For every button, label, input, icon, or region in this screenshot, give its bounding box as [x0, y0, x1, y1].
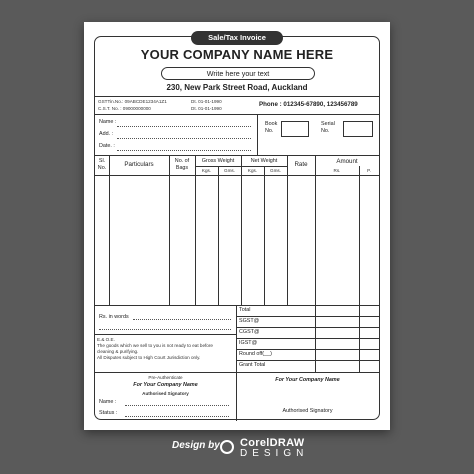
rs-in-words-field-2[interactable] — [99, 329, 231, 330]
cst-number: C.S.T. No. : 09000000000 — [98, 106, 151, 111]
invoice-frame — [94, 33, 380, 420]
col-gross-weight: Gross Weight — [201, 158, 235, 164]
tagline: Write here your text — [161, 67, 315, 80]
brand-top-text: CorelDRAW — [240, 437, 305, 449]
phone-numbers: Phone : 012345-67890, 123456789 — [259, 101, 358, 108]
design-by-label: Design by — [172, 440, 220, 451]
sign-status-field[interactable] — [125, 416, 229, 417]
amount-p: P. — [367, 168, 371, 173]
book-number-field[interactable] — [281, 121, 309, 137]
igst-label: IGST@ — [239, 340, 258, 346]
col-rate: Rate — [294, 161, 308, 168]
book-number-label: Book No. — [265, 121, 278, 134]
divider — [241, 155, 242, 305]
divider — [236, 360, 379, 361]
col-amount: Amount — [336, 158, 358, 165]
sign-status-label: Status : — [99, 410, 118, 416]
serial-number-label: Serial No. — [321, 121, 335, 134]
divider — [236, 338, 379, 339]
serial-number-field[interactable] — [343, 121, 373, 137]
divider — [236, 327, 379, 328]
divider — [95, 372, 379, 373]
divider — [257, 114, 258, 155]
name-label: Name : — [99, 119, 117, 125]
pre-authenticate-label: Pre-Authenticate — [148, 375, 183, 380]
authorised-signatory-right: Authorised Signatory — [282, 408, 333, 414]
brand-bottom-text: DESIGN — [240, 448, 309, 459]
terms-line-3: All Disputes subject to High Court Jurisdiction only. — [97, 355, 201, 360]
round-off-label: Round off(__) — [239, 351, 272, 357]
for-company-left: For Your Company Name — [133, 382, 198, 388]
address-label: Add. : — [99, 131, 114, 137]
divider — [236, 305, 237, 421]
coreldraw-logo-icon — [220, 440, 234, 454]
divider — [359, 166, 360, 372]
divider — [95, 334, 236, 335]
sign-name-label: Name : — [99, 399, 117, 405]
terms-line-1: The goods which we sell to you is not ready to eat before — [97, 343, 213, 348]
divider — [95, 155, 379, 156]
rs-in-words-field[interactable] — [133, 319, 231, 320]
brand-wordmark — [240, 437, 308, 459]
gross-gms: Gms. — [224, 168, 235, 173]
divider — [315, 305, 316, 372]
divider — [236, 349, 379, 350]
divider — [264, 166, 265, 305]
divider — [95, 175, 379, 176]
authorised-signatory-left: Authorised Signatory — [142, 391, 189, 396]
amount-rs: Rs. — [333, 168, 341, 173]
net-kgs: Kgs. — [247, 168, 258, 173]
terms-line-2: cleaning & purifying. — [97, 349, 139, 354]
invoice-type-badge: Sale/Tax Invoice — [191, 31, 283, 45]
total-label: Total — [239, 307, 251, 313]
divider — [218, 166, 219, 305]
company-name: YOUR COMPANY NAME HERE — [140, 47, 334, 62]
divider — [236, 316, 379, 317]
address-field[interactable] — [117, 138, 251, 139]
col-net-weight: Net Weight — [250, 158, 278, 164]
divider — [287, 155, 288, 305]
name-field[interactable] — [117, 126, 251, 127]
sgst-label: SGST@ — [239, 318, 260, 324]
date-field[interactable] — [117, 150, 251, 151]
divider — [95, 114, 379, 115]
gstin-number: GSTTin.No.: 09ABCDE1234A1Z1 — [98, 99, 167, 104]
divider — [169, 155, 170, 305]
divider — [95, 305, 379, 306]
eoe-label: E.& O.E. — [97, 337, 115, 342]
divider — [315, 155, 316, 305]
cst-date: Dt. 01-01-1990 — [191, 106, 222, 111]
gstin-date: Dt. 01-01-1990 — [191, 99, 222, 104]
divider — [109, 155, 110, 305]
col-sl-no: Sl. No. — [97, 158, 107, 171]
invoice-sheet — [84, 22, 390, 430]
for-company-right: For Your Company Name — [275, 377, 340, 383]
rs-in-words-label: Rs. in words — [99, 314, 129, 320]
sign-name-field[interactable] — [125, 405, 229, 406]
divider — [195, 155, 196, 305]
net-gms: Gms. — [270, 168, 281, 173]
col-particulars: Particulars — [124, 161, 154, 168]
col-bags: No. of Bags — [174, 158, 190, 171]
grand-total-label: Grant Total — [239, 362, 266, 368]
gross-kgs: Kgs. — [201, 168, 212, 173]
company-address: 230, New Park Street Road, Auckland — [166, 83, 308, 92]
divider — [95, 96, 379, 97]
cgst-label: CGST@ — [239, 329, 260, 335]
date-label: Date. : — [99, 143, 115, 149]
